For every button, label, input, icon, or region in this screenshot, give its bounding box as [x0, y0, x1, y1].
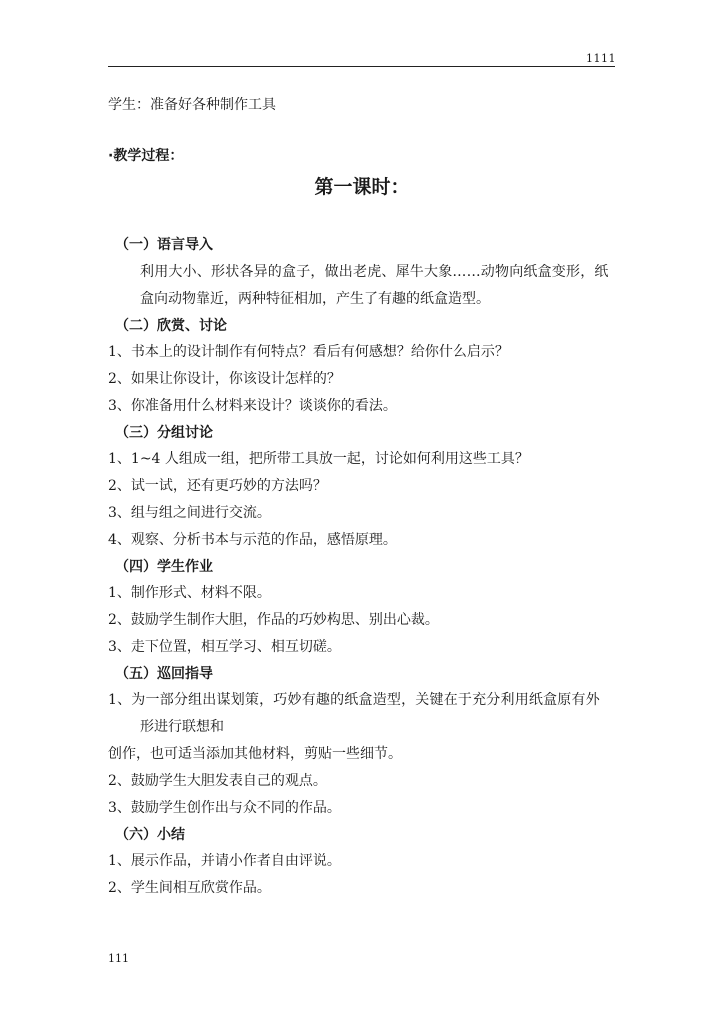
section-5-line-5: 3、鼓励学生创作出与众不同的作品。 [108, 800, 341, 816]
section-4-line-1: 1、制作形式、材料不限。 [108, 585, 271, 601]
section-6-line-1: 1、展示作品，并请小作者自由评说。 [108, 853, 341, 869]
section-5-line-2: 形进行联想和 [140, 719, 224, 735]
section-1-line-1: 利用大小、形状各异的盒子，做出老虎、犀牛大象……动物向纸盒变形，纸 [140, 264, 609, 280]
section-5-line-4: 2、鼓励学生大胆发表自己的观点。 [108, 773, 327, 789]
section-heading-3: （三）分组讨论 [115, 425, 213, 441]
section-2-line-2: 2、如果让你设计，你该设计怎样的？ [108, 371, 341, 387]
header-rule [108, 66, 615, 67]
section-heading-2: （二）欣赏、讨论 [115, 318, 227, 334]
header-page-number: 1111 [586, 52, 616, 65]
lesson-title: 第一课时： [314, 176, 410, 198]
section-4-line-2: 2、鼓励学生制作大胆，作品的巧妙构思、别出心裁。 [108, 612, 439, 628]
section-2-line-3: 3、你准备用什么材料来设计？谈谈你的看法。 [108, 398, 397, 414]
section-heading-4: （四）学生作业 [115, 559, 213, 575]
section-5-line-1: 1、为一部分组出谋划策，巧妙有趣的纸盒造型，关键在于充分利用纸盒原有外 [108, 692, 600, 708]
section-3-line-1: 1、1~4 人组成一组，把所带工具放一起，讨论如何利用这些工具？ [108, 451, 529, 467]
section-3-line-3: 3、组与组之间进行交流。 [108, 505, 271, 521]
section-5-line-3: 创作，也可适当添加其他材料，剪贴一些细节。 [108, 746, 402, 762]
process-heading: ·教学过程： [108, 148, 184, 164]
footer-page-number: 111 [108, 952, 129, 965]
section-3-line-2: 2、试一试，还有更巧妙的方法吗？ [108, 478, 327, 494]
section-1-line-2: 盒向动物靠近，两种特征相加，产生了有趣的纸盒造型。 [140, 291, 490, 307]
section-heading-5: （五）巡回指导 [115, 666, 213, 682]
section-heading-6: （六）小结 [115, 827, 185, 843]
section-3-line-4: 4、观察、分析书本与示范的作品，感悟原理。 [108, 532, 397, 548]
section-2-line-1: 1、书本上的设计制作有何特点？看后有何感想？给你什么启示？ [108, 344, 509, 360]
section-6-line-2: 2、学生间相互欣赏作品。 [108, 880, 271, 896]
prep-line: 学生：准备好各种制作工具 [108, 97, 276, 113]
section-heading-1: （一）语言导入 [115, 237, 213, 253]
section-4-line-3: 3、走下位置，相互学习、相互切磋。 [108, 639, 341, 655]
